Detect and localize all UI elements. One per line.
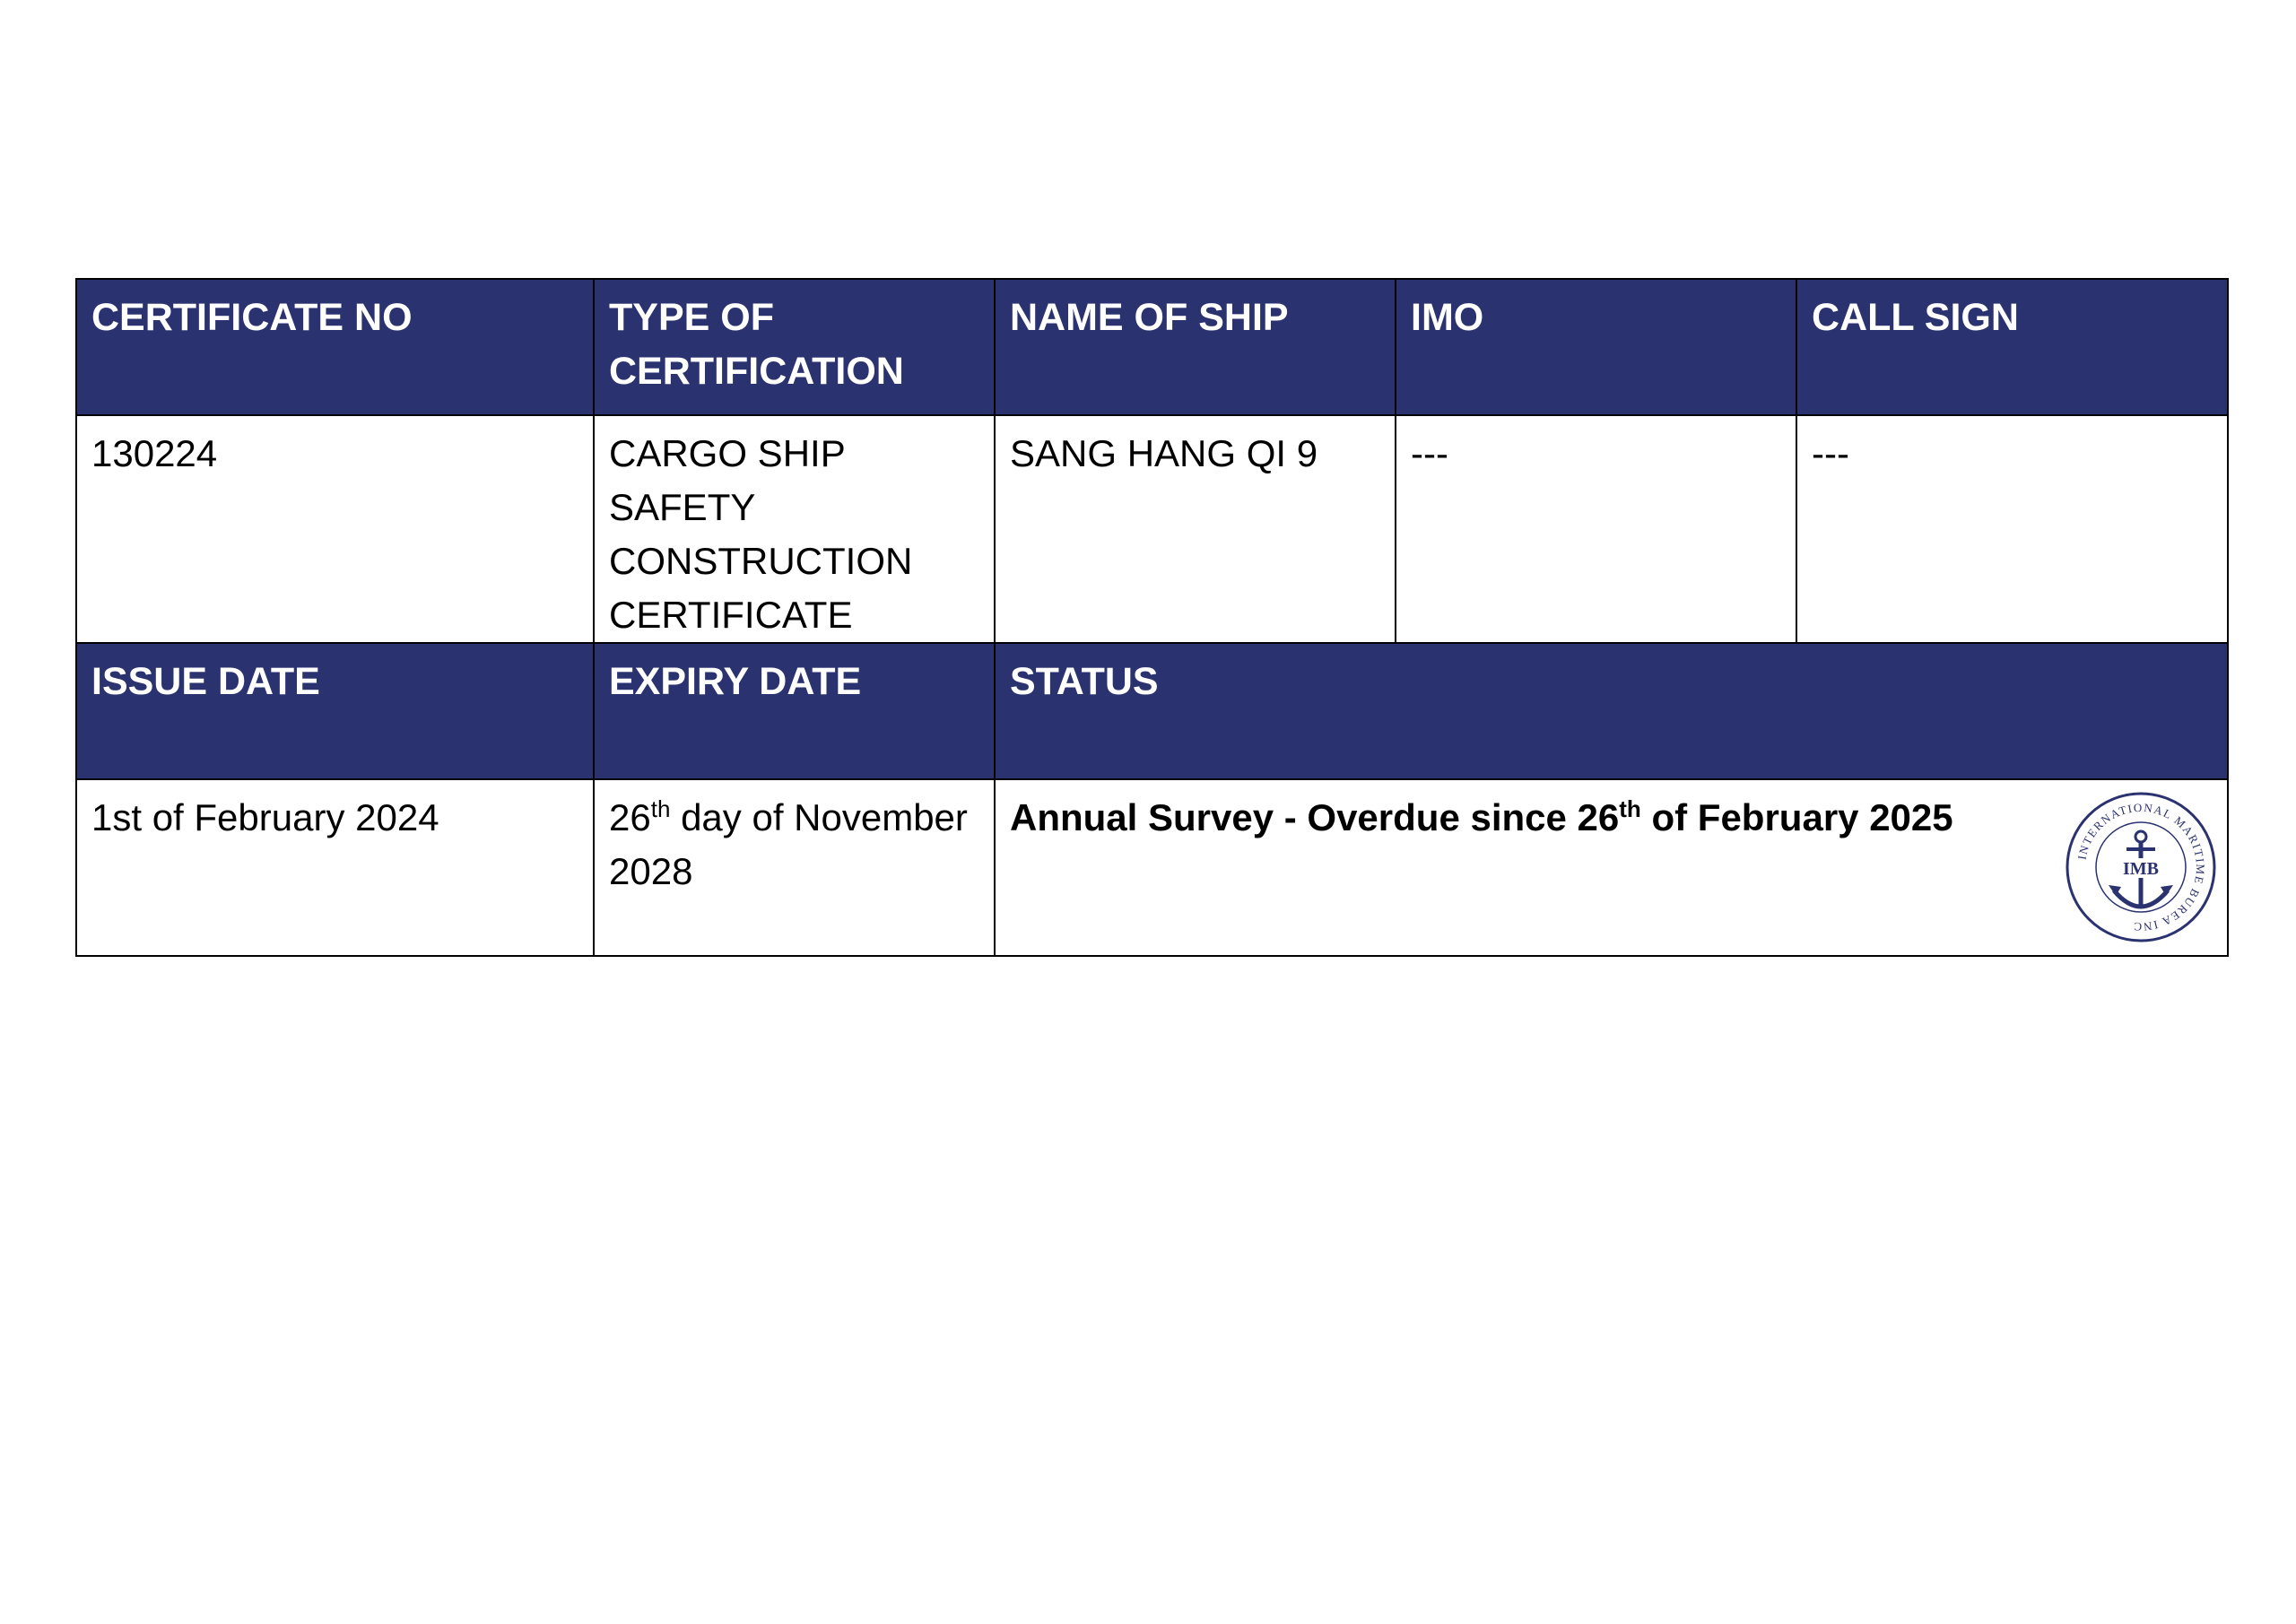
header-name-of-ship: NAME OF SHIP	[995, 279, 1396, 415]
header-row-2	[76, 643, 2228, 779]
seal-center-text: IMB	[2123, 859, 2159, 879]
header-certificate-no: CERTIFICATE NO	[76, 279, 594, 415]
header-status: STATUS	[995, 643, 2228, 779]
value-certificate-no: 130224	[76, 415, 594, 643]
header-type-of-certification: TYPE OF CERTIFICATION	[594, 279, 995, 415]
status-rest: of February 2025	[1640, 796, 1953, 838]
value-row-1	[76, 415, 2228, 643]
value-issue-date: 1st of February 2024	[76, 779, 594, 956]
header-expiry-date: EXPIRY DATE	[594, 643, 995, 779]
seal-ring-text: INTERNATIONAL MARITIME BUREA INC	[2074, 800, 2208, 934]
header-row-1	[76, 279, 2228, 415]
value-status	[995, 779, 2228, 956]
status-suffix: th	[1619, 795, 1641, 822]
imb-seal-icon	[2064, 790, 2218, 944]
expiry-day-suffix: th	[650, 795, 671, 822]
value-expiry-date	[594, 779, 995, 956]
header-issue-date: ISSUE DATE	[76, 643, 594, 779]
status-prefix: Annual Survey - Overdue since 26	[1010, 796, 1620, 838]
header-call-sign: CALL SIGN	[1796, 279, 2228, 415]
value-row-2	[76, 779, 2228, 956]
expiry-rest: day of November 2028	[609, 796, 968, 892]
value-type-of-certification: CARGO SHIP SAFETY CONSTRUCTION CERTIFICATE	[594, 415, 995, 643]
value-call-sign: ---	[1796, 415, 2228, 643]
header-imo: IMO	[1396, 279, 1796, 415]
value-name-of-ship: SANG HANG QI 9	[995, 415, 1396, 643]
value-imo: ---	[1396, 415, 1796, 643]
expiry-day: 26	[609, 796, 651, 838]
certificate-table	[75, 278, 2229, 957]
